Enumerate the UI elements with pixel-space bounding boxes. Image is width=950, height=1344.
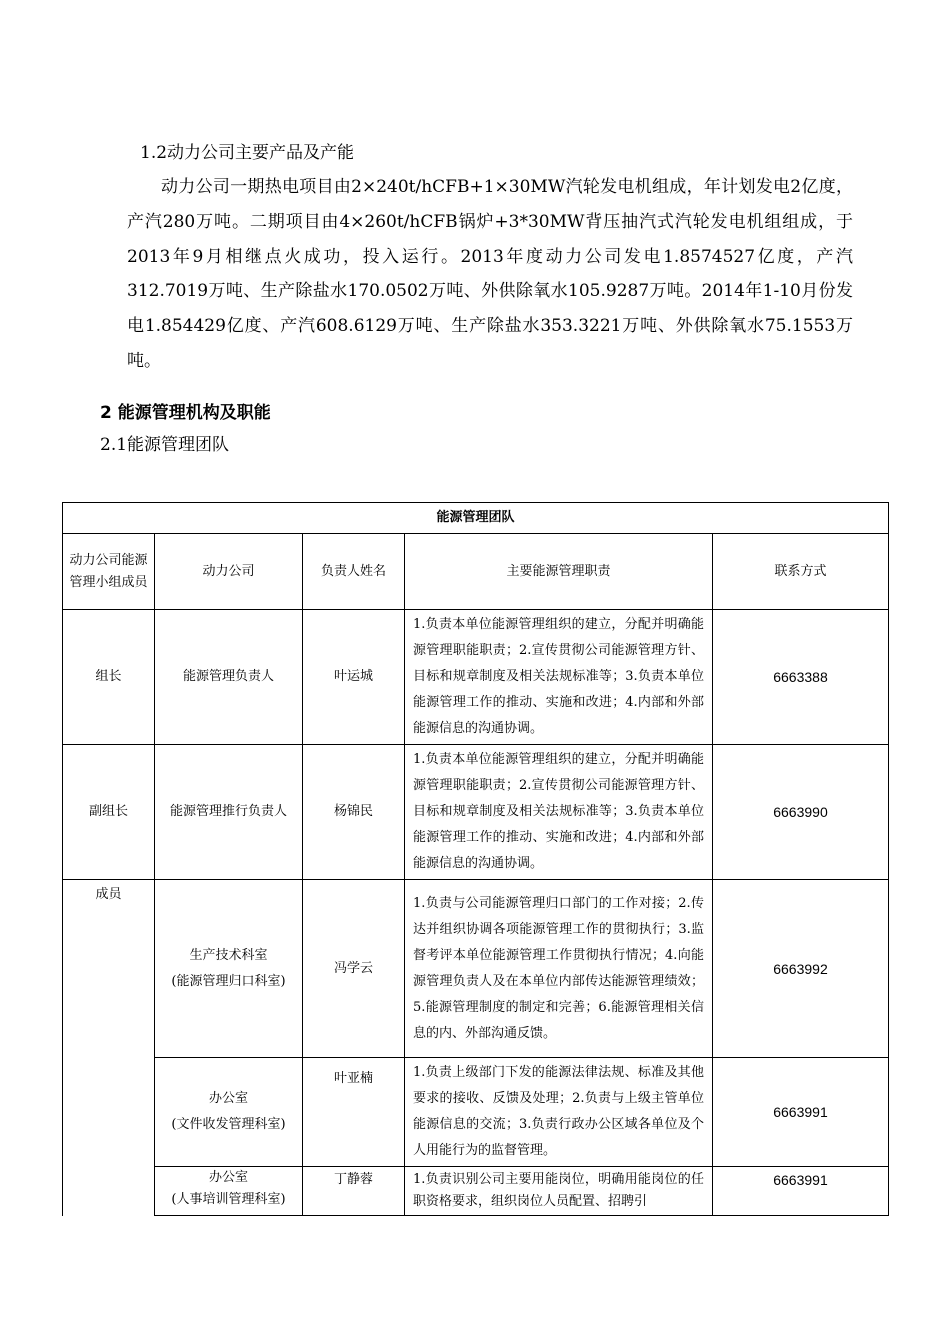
section-1-2-title: 1.2动力公司主要产品及产能 [140,143,355,163]
row-dept-main: 生产技术科室 [189,947,268,963]
row-name: 叶运城 [303,610,405,745]
header-dept: 动力公司 [155,534,303,610]
row-duty: 1.负责上级部门下发的能源法律法规、标准及其他要求的接收、反馈及处理；2.负责与上级主管单位能源信息的交流；3.负责行政办公区域各单位及个人用能行为的监督管理。 [405,1058,713,1167]
row-dept-sub: (能源管理归口科室) [171,973,286,989]
row-name: 杨锦民 [303,745,405,880]
header-member: 动力公司能源管理小组成员 [63,534,155,610]
row-dept: 能源管理推行负责人 [155,745,303,880]
header-name: 负责人姓名 [303,534,405,610]
table-row [63,1058,889,1167]
row-phone: 6663388 [713,610,889,745]
row-role: 副组长 [63,745,155,880]
table-row [63,745,889,880]
row-name: 丁静蓉 [303,1167,405,1216]
section-1-2-body [127,170,853,379]
table-header-row [63,534,889,610]
row-dept [155,1058,303,1167]
row-duty: 1.负责本单位能源管理组织的建立，分配并明确能源管理职能职责；2.宣传贯彻公司能源管理方针、目标和规章制度及相关法规标准等；3.负责本单位能源管理工作的推动、实施和改进；4.内部和外部能源信息的沟通协调。 [405,745,713,880]
energy-team-table [62,502,889,1216]
row-name: 冯学云 [303,880,405,1058]
row-duty: 1.负责识别公司主要用能岗位，明确用能岗位的任职资格要求，组织岗位人员配置、招聘引 [405,1167,713,1216]
row-dept-sub: (人事培训管理科室) [171,1192,286,1207]
row-duty: 1.负责本单位能源管理组织的建立，分配并明确能源管理职能职责；2.宣传贯彻公司能源管理方针、目标和规章制度及相关法规标准等；3.负责本单位能源管理工作的推动、实施和改进；4.内部和外部能源信息的沟通协调。 [405,610,713,745]
section-2-heading: 2 能源管理机构及职能 [100,403,271,423]
table-row [63,610,889,745]
table-row [63,1167,889,1216]
row-phone: 6663991 [713,1058,889,1167]
row-duty: 1.负责与公司能源管理归口部门的工作对接；2.传达并组织协调各项能源管理工作的贯彻执行；3.监督考评本单位能源管理工作贯彻执行情况；4.向能源管理负责人及在本单位内部传达能源管理绩效；5.能源管理制度的制定和完善；6.能源管理相关信息的内、外部沟通反馈。 [405,880,713,1058]
row-name: 叶亚楠 [303,1058,405,1167]
table-title-row [63,503,889,534]
row-dept [155,880,303,1058]
row-phone: 6663990 [713,745,889,880]
row-dept-sub: (文件收发管理科室) [171,1117,286,1132]
row-role: 组长 [63,610,155,745]
header-phone: 联系方式 [713,534,889,610]
section-2-1-title: 2.1能源管理团队 [100,435,230,455]
section-1-2-body-text: 动力公司一期热电项目由2×240t/hCFB+1×30MW汽轮发电机组成，年计划发电2亿度，产汽280万吨。二期项目由4×260t/hCFB锅炉+3*30MW背压抽汽式汽轮发电机组组成，于2013年9月相继点火成功，投入运行。2013年度动力公司发电1.8574527亿度，产汽312.7019万吨、生产除盐水170.0502万吨、外供除氧水105.9287万吨。2014年1-10月份发电1.854429亿度、产汽608.6129万吨、生产除盐水353.3221万吨、外供除氧水75.1553万吨。 [127,177,853,371]
row-dept-main: 办公室 [208,1170,248,1185]
row-role: 成员 [63,880,155,1216]
table-title: 能源管理团队 [63,503,889,534]
row-dept [155,1167,303,1216]
header-duty: 主要能源管理职责 [405,534,713,610]
row-phone: 6663992 [713,880,889,1058]
row-dept-main: 办公室 [208,1091,248,1106]
table-row [63,880,889,1058]
row-dept: 能源管理负责人 [155,610,303,745]
row-phone: 6663991 [713,1167,889,1216]
